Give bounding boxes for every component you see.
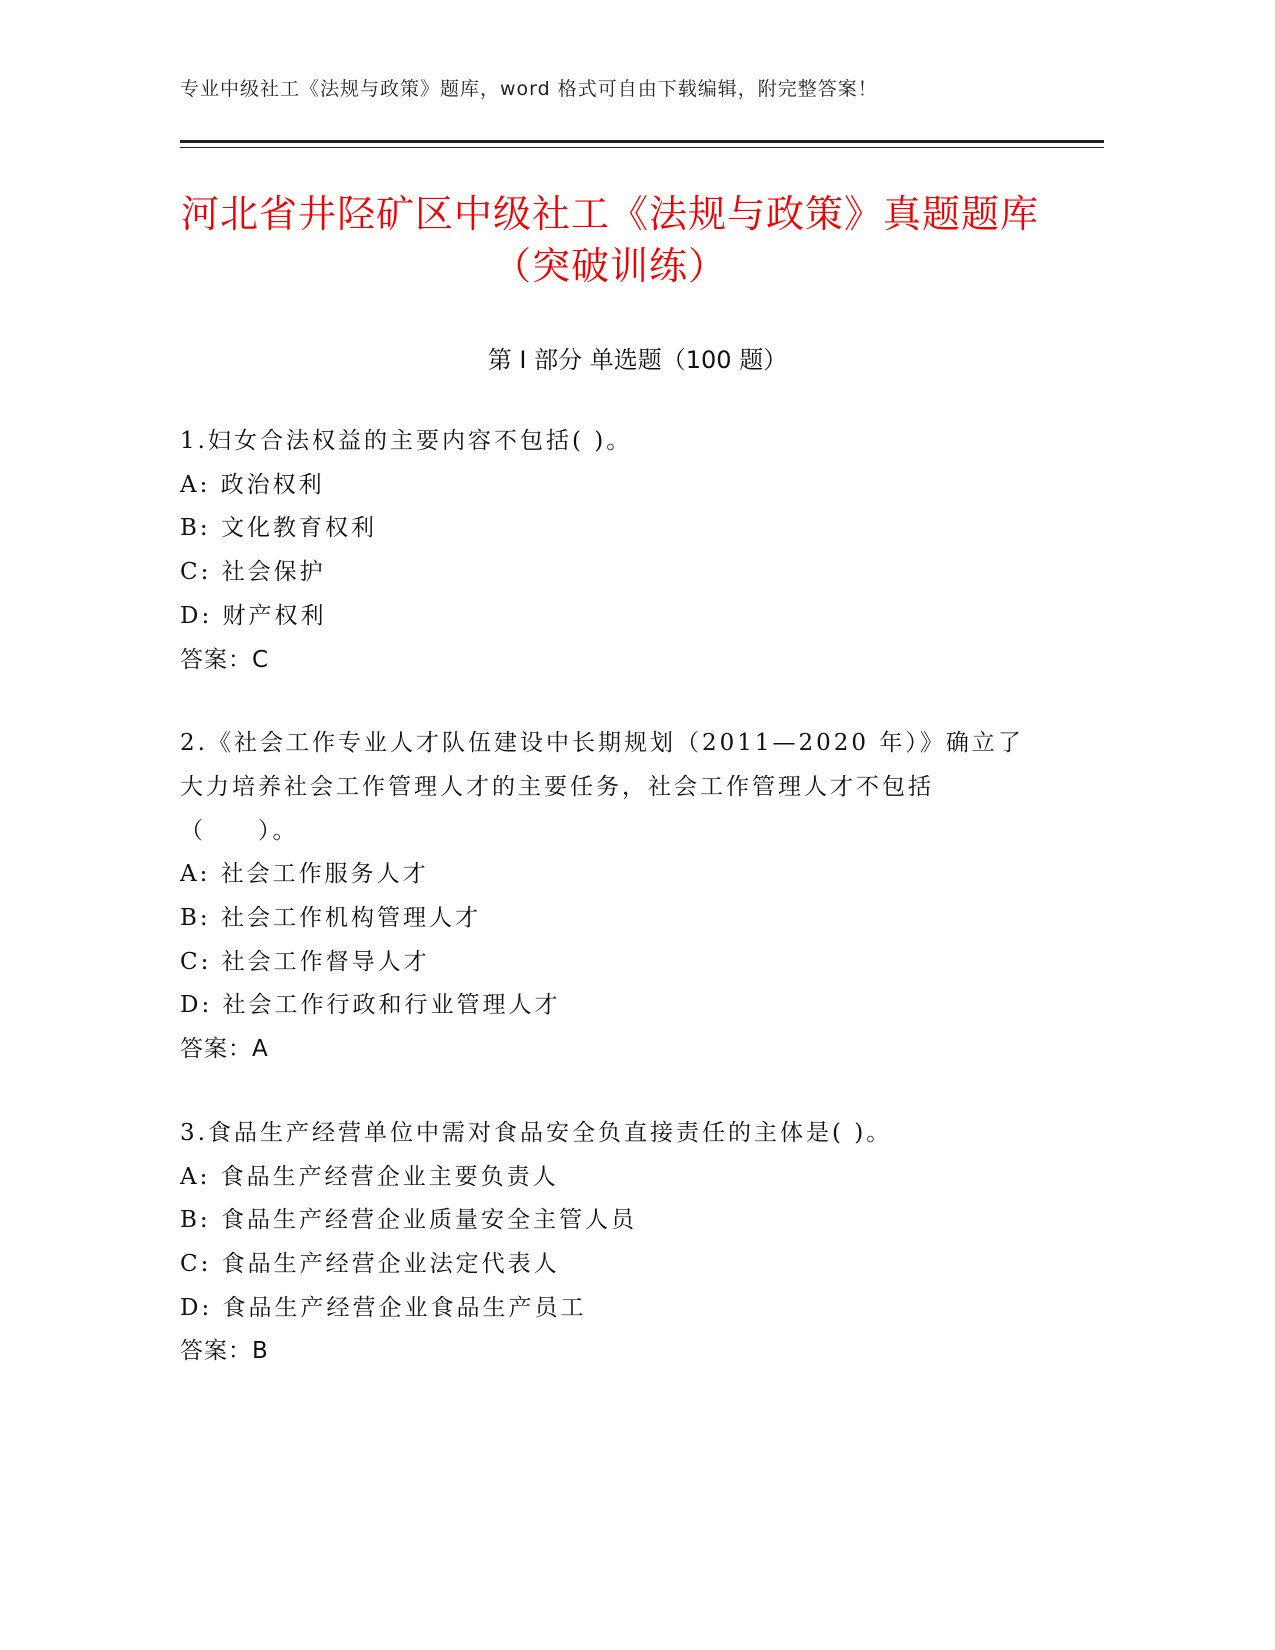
document-title: 河北省井陉矿区中级社工《法规与政策》真题题库（突破训练） [180,192,1039,288]
answer: 答案：C [180,646,270,673]
header-rule-thick [180,140,1104,143]
option-label: C: [180,559,212,586]
question-stem: 2.《社会工作专业人才队伍建设中长期规划（2011—2020 年）》确立了大力培养社会工作管理人才的主要任务，社会工作管理人才不包括（ ）。 [180,730,1024,844]
option-text: 文化教育权利 [220,515,377,542]
option-label: B: [180,515,211,542]
option-text: 食品生产经营企业法定代表人 [221,1250,560,1277]
option-label: C: [180,1250,212,1277]
section-heading: 第 I 部分 单选题（100 题） [487,346,788,374]
option-a [180,1156,1030,1200]
answer: 答案：A [180,1036,269,1063]
option-label: A: [180,1163,211,1190]
option-b [180,507,1030,551]
option-a [180,464,1030,508]
option-b [180,1199,1030,1243]
question-stem: 1.妇女合法权益的主要内容不包括( )。 [180,428,633,454]
option-c [180,941,1030,985]
option-text: 食品生产经营企业主要负责人 [220,1163,559,1190]
option-text: 食品生产经营企业食品生产员工 [222,1294,587,1321]
question-2 [180,722,1030,1072]
option-label: B: [180,905,211,932]
option-label: D: [180,992,213,1019]
option-c [180,551,1030,595]
question-3 [180,1112,1030,1374]
option-a [180,853,1030,897]
answer: 答案：B [180,1338,269,1365]
question-1 [180,420,1030,682]
question-stem: 3.食品生产经营单位中需对食品安全负直接责任的主体是( )。 [180,1119,893,1146]
option-text: 社会保护 [221,559,326,586]
option-d [180,1287,1030,1331]
option-text: 社会工作督导人才 [221,948,430,975]
option-text: 食品生产经营企业质量安全主管人员 [220,1207,637,1234]
option-label: D: [180,602,213,629]
option-d [180,984,1030,1028]
header-rule-thin [180,147,1104,148]
option-label: A: [180,861,211,888]
option-label: B: [180,1207,211,1234]
option-text: 社会工作机构管理人才 [220,905,481,932]
option-text: 财产权利 [222,602,327,629]
option-label: A: [180,471,211,498]
option-text: 社会工作服务人才 [220,861,429,888]
option-text: 政治权利 [220,471,325,498]
option-c [180,1243,1030,1287]
option-label: C: [180,948,212,975]
header-note: 专业中级社工《法规与政策》题库，word 格式可自由下载编辑，附完整答案！ [180,78,878,100]
question-list [180,420,1030,1414]
option-b [180,897,1030,941]
option-label: D: [180,1294,213,1321]
option-text: 社会工作行政和行业管理人才 [222,992,561,1019]
option-d [180,595,1030,639]
